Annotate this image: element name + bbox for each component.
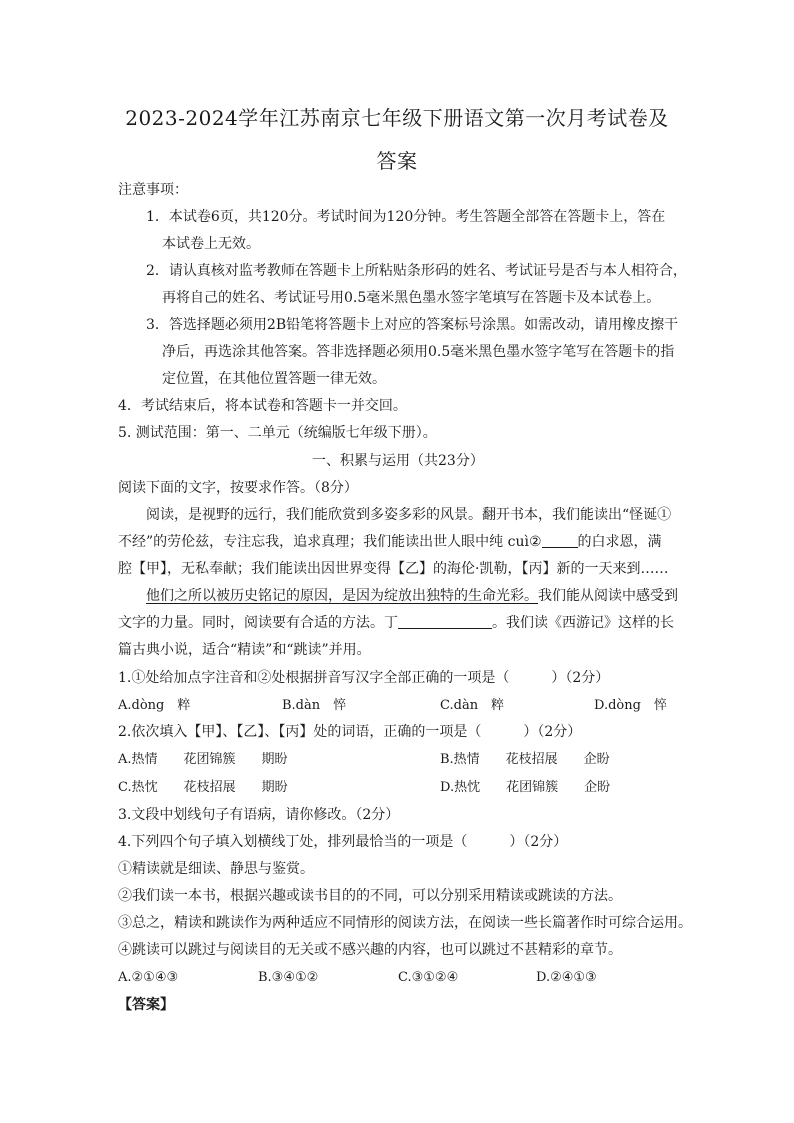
notice-item-1: 1．本试卷6页，共120分。考试时间为120分钟。考生答题全部答在答题卡上，答在 [146, 209, 666, 225]
notice-item-2-cont: 再将自己的姓名、考试证号用0.5毫米黑色墨水签字笔填写在答题卡及本试卷上。 [162, 290, 661, 306]
q4-sentence-3: ③总之，精读和跳读作为两种适应不同情形的阅读方法，在阅读一些长篇著作时可综合运用。 [118, 915, 692, 931]
q2-option-d: D.热忱 花团锦簇 企盼 [440, 780, 611, 795]
passage-text: 文字的力量。同时，阅读要有合适的方法。丁 [118, 615, 398, 631]
notice-item-3-cont2: 定位置，在其他位置答题一律无效。 [162, 371, 386, 387]
reading-instruction: 阅读下面的文字，按要求作答。（8分） [118, 480, 358, 496]
fill-blank-ding [398, 614, 492, 629]
passage-text: 。我们读《西游记》这样的长 [492, 615, 674, 631]
notice-item-1-cont: 本试卷上无效。 [162, 236, 260, 252]
answer-label: 【答案】 [118, 997, 174, 1013]
q1-option-b: B.dàn 悴 [282, 698, 347, 713]
q4-option-a: A.②①④③ [118, 970, 179, 985]
notice-item-2: 2．请认真核对监考教师在答题卡上所粘贴条形码的姓名、考试证号是否与本人相符合， [146, 263, 687, 279]
notice-item-4: 4．考试结束后，将本试卷和答题卡一并交回。 [118, 398, 407, 414]
q1-option-a: A.dòng 粹 [118, 698, 191, 713]
question-3-stem: 3.文段中划线句子有语病，请你修改。（2分） [118, 807, 400, 823]
question-4-stem: 4.下列四个句子填入划横线丁处，排列最恰当的一项是（ ）（2分） [118, 834, 568, 850]
question-1-stem: 1.①处给加点字注音和②处根据拼音写汉字全部正确的一项是（ ）（2分） [118, 670, 610, 686]
passage-line-5 [118, 613, 674, 633]
question-2-stem: 2.依次填入【甲】、【乙】、【丙】处的词语，正确的一项是（ ）（2分） [118, 724, 582, 740]
q2-option-c: C.热忱 花枝招展 期盼 [118, 780, 288, 795]
notice-heading: 注意事项： [118, 182, 188, 198]
notice-item-3: 3．答选择题必须用2B铅笔将答题卡上对应的答案标号涂黑。如需改动，请用橡皮擦干 [146, 317, 679, 333]
passage-line-4 [146, 586, 678, 606]
q4-option-b: B.③④①② [258, 970, 319, 985]
passage-text: 不经”的劳伦兹，专注忘我，追求真理；我们能读出世人眼中纯 cuì② [118, 534, 542, 550]
q1-option-d: D.dòng 悴 [594, 698, 667, 713]
passage-text: 的白求恩，满 [577, 534, 662, 550]
passage-text: 我们能从阅读中感受到 [538, 588, 678, 604]
underlined-sentence: 他们之所以被历史铭记的原因，是因为绽放出独特的生命光彩。 [146, 588, 538, 604]
section-heading: 一、积累与运用（共23分） [312, 453, 484, 469]
q4-sentence-4: ④跳读可以跳过与阅读目的无关或不感兴趣的内容，也可以跳过不甚精彩的章节。 [118, 942, 622, 958]
passage-line-1: 阅读，是视野的远行，我们能欣赏到多姿多彩的风景。翻开书本，我们能读出“怪诞① [146, 507, 672, 523]
q4-option-d: D.②④①③ [536, 970, 597, 985]
page-title-continued: 答案 [376, 149, 418, 173]
q1-option-c: C.dàn 粹 [440, 698, 505, 713]
page-title: 2023-2024学年江苏南京七年级下册语文第一次月考试卷及 [125, 106, 669, 130]
passage-line-2 [118, 532, 662, 552]
q4-option-c: C.③①②④ [398, 970, 459, 985]
fill-blank-2 [542, 533, 578, 548]
notice-item-5: 5. 测试范围：第一、二单元（统编版七年级下册）。 [118, 425, 437, 441]
q4-sentence-1: ①精读就是细读、静思与鉴赏。 [118, 861, 314, 877]
q4-sentence-2: ②我们读一本书，根据兴趣或读书目的的不同，可以分别采用精读或跳读的方法。 [118, 888, 622, 904]
q2-option-b: B.热情 花枝招展 企盼 [440, 752, 610, 767]
q2-option-a: A.热情 花团锦簇 期盼 [118, 752, 288, 767]
passage-line-6: 篇古典小说，适合“精读”和“跳读”并用。 [118, 642, 371, 658]
notice-item-3-cont: 净后，再选涂其他答案。答非选择题必须用0.5毫米黑色墨水签字笔写在答题卡的指 [162, 344, 675, 360]
passage-line-3: 腔【甲】，无私奉献；我们能读出因世界变得【乙】的海伦·凯勒，【丙】新的一天来到…… [118, 561, 669, 577]
